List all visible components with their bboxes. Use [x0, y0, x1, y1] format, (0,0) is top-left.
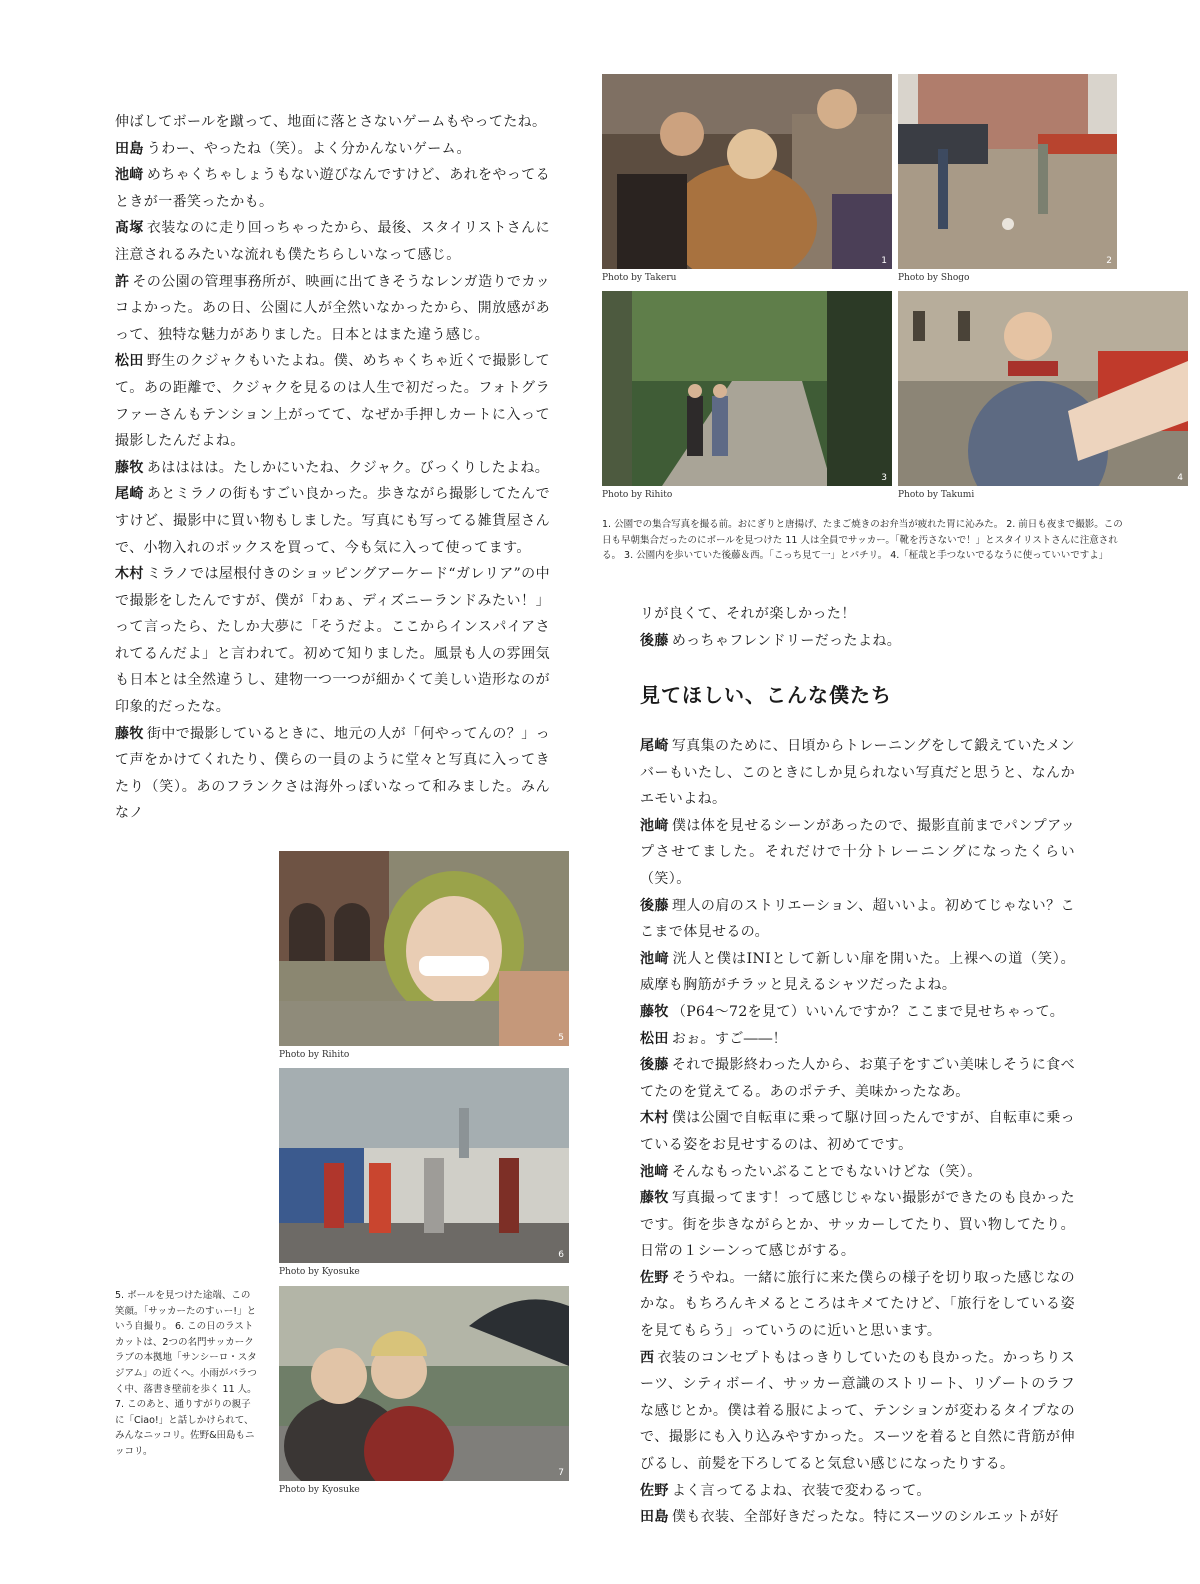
- photo-number: 1: [881, 256, 887, 266]
- right-paragraphs: [640, 733, 1075, 1531]
- interview-paragraph: [640, 628, 1075, 655]
- interview-paragraph: [115, 721, 550, 827]
- interview-paragraph: [640, 1105, 1075, 1158]
- speaker-name: 松田: [640, 1030, 669, 1047]
- caption-top: 1. 公園での集合写真を撮る前。おにぎりと唐揚げ、たまご焼きのお弁当が疲れた胃に沁みた。 2. 前日も夜まで撮影。この日も早朝集合だったのにボールを見つけた 11 人は全員でサッカー。「靴を汚さないで！」とスタイリストさんに注意される。 3. 公園内を歩いていた後藤＆西。「こっち見て一」とパチリ。 4.「柾哉と手つないでるなうに使っていいですよ」: [602, 519, 1123, 562]
- speaker-name: 許: [115, 273, 130, 290]
- interview-paragraph: [640, 1159, 1075, 1186]
- speaker-name: 西: [640, 1349, 655, 1366]
- speaker-name: 木村: [115, 566, 144, 583]
- photo-credit: Photo by Rihito: [602, 490, 673, 500]
- speech-text: 伸ばしてボールを蹴って、地面に落とさないゲームもやってたね。: [115, 114, 547, 130]
- interview-paragraph: [640, 1185, 1075, 1265]
- speech-text: リが良くて、それが楽しかった！: [640, 606, 856, 622]
- right-text-column: [640, 601, 1075, 654]
- speech-text: めっちゃフレンドリーだったよね。: [671, 632, 902, 649]
- speaker-name: 後藤: [640, 632, 669, 649]
- speaker-name: 田島: [640, 1509, 669, 1526]
- caption-bottom: 5. ボールを見つけた途端、この笑顔。「サッカーたのすぃー!」という自撮り。 6. この日のラストカットは、2つの名門サッカークラブの本拠地「サンシーロ・スタジアム」の近くへ。小雨がパラつく中、落書き壁前を歩く 11 人。 7. このあと、通りすがりの親子に「Ciao!」と話しかけられて、みんなニッコリ。佐野&田島もニッコリ。: [115, 1290, 257, 1457]
- photo-credit: Photo by Takumi: [898, 490, 975, 500]
- interview-paragraph: [640, 813, 1075, 893]
- speaker-name: 松田: [115, 353, 144, 370]
- interview-paragraph: [115, 455, 550, 482]
- interview-paragraph: [115, 269, 550, 349]
- speaker-name: 佐野: [640, 1269, 669, 1286]
- speech-text: 衣装のコンセプトもはっきりしていたのも良かった。かっちりスーツ、シティボーイ、サッカー意識のストリート、リゾートのラフな感じとか。僕は着る服によって、テンションが変わるタイプなので、撮影にも入り込みやすかった。スーツを着ると自然に背筋が伸びるし、前髪を下ろしてると気怠い感じになったりする。: [640, 1349, 1076, 1473]
- photo-credit: Photo by Rihito: [279, 1050, 350, 1060]
- speaker-name: 藤牧: [115, 725, 144, 742]
- interview-paragraph: [115, 561, 550, 721]
- speaker-name: 髙塚: [115, 220, 144, 237]
- photo-number: 4: [1177, 473, 1183, 483]
- photo-credit: Photo by Shogo: [898, 273, 970, 283]
- interview-paragraph: [640, 1478, 1075, 1505]
- speech-text: ミラノでは屋根付きのショッピングアーケード“ガレリア”の中で撮影をしたんですが、僕が「わぁ、ディズニーランドみたい！」って言ったら、たしか大夢に「そうだよ。ここからインスパイアされてるんだよ」と言われて。初めて知りました。風景も人の雰囲気も日本とは全然違うし、建物一つ一つが細かくて美しい造形なのが印象的だったな。: [115, 566, 550, 716]
- photo-number: 5: [558, 1033, 564, 1043]
- speaker-name: 藤牧: [640, 1190, 669, 1207]
- interview-paragraph: [115, 109, 550, 136]
- interview-paragraph: [640, 1052, 1075, 1105]
- speaker-name: 池﨑: [640, 950, 670, 967]
- speaker-name: 後藤: [640, 1057, 669, 1074]
- speaker-name: 木村: [640, 1110, 669, 1127]
- speaker-name: 池﨑: [640, 1163, 669, 1180]
- interview-paragraph: [115, 215, 550, 268]
- interview-paragraph: [640, 946, 1075, 999]
- speech-text: そうやね。一緒に旅行に来た僕らの様子を切り取った感じなのかな。もちろんキメるところはキメてたけど、「旅行をしている姿を見てもらう」っていうのに近いと思います。: [640, 1269, 1076, 1340]
- photo-4: [898, 291, 1188, 486]
- interview-paragraph: [115, 136, 550, 163]
- interview-paragraph: [115, 348, 550, 454]
- speaker-name: 藤牧: [115, 459, 144, 476]
- interview-paragraph: [640, 1504, 1075, 1531]
- right-text-column-main: [640, 733, 1075, 1531]
- left-text-column: [115, 109, 550, 827]
- speaker-name: 池﨑: [640, 817, 669, 834]
- interview-paragraph: [640, 999, 1075, 1026]
- speech-text: あとミラノの街もすごい良かった。歩きながら撮影してたんですけど、撮影中に買い物もしました。写真にも写ってる雑貨屋さんで、小物入れのボックスを買って、今も気に入って使ってます。: [115, 486, 550, 556]
- photo-number: 7: [558, 1468, 564, 1478]
- speech-text: 街中で撮影しているときに、地元の人が「何やってんの？」って声をかけてくれたり、僕らの一員のように堂々と写真に入ってきたり（笑）。あのフランクさは海外っぽいなって和みました。みんなノ: [115, 725, 551, 822]
- photo-number: 2: [1106, 256, 1112, 266]
- speech-text: うわー、やったね（笑）。よく分かんないゲーム。: [146, 140, 471, 157]
- photo-3: [602, 291, 892, 486]
- speech-text: （P64〜72を見て）いいんですか？ここまで見せちゃって。: [671, 1003, 1065, 1020]
- speaker-name: 後藤: [640, 897, 669, 914]
- speech-text: よく言ってるよね、衣装で変わるって。: [671, 1482, 931, 1499]
- photo-number: 3: [881, 473, 887, 483]
- photo-7: [279, 1286, 569, 1481]
- speaker-name: 池﨑: [115, 167, 144, 184]
- interview-paragraph: [640, 893, 1075, 946]
- speech-text: それで撮影終わった人から、お菓子をすごい美味しそうに食べてたのを覚えてる。あのポテチ、美味かったなあ。: [640, 1057, 1075, 1100]
- speech-text: 理人の肩のストリエーション、超いいよ。初めてじゃない？ここまで体見せるの。: [640, 897, 1075, 941]
- photo-credit: Photo by Takeru: [602, 273, 677, 283]
- left-paragraphs: [115, 109, 550, 827]
- speech-text: 僕も衣装、全部好きだったな。特にスーツのシルエットが好: [671, 1509, 1059, 1526]
- speech-text: 僕は体を見せるシーンがあったので、撮影直前までパンプアップさせてました。それだけで十分トレーニングになったくらい（笑）。: [640, 817, 1075, 887]
- interview-paragraph: [115, 162, 550, 215]
- photo-5: [279, 851, 569, 1046]
- interview-paragraph: [640, 1265, 1075, 1345]
- speech-text: 洸人と僕はINIとして新しい扉を開いた。上裸への道（笑）。威摩も胸筋がチラッと見えるシャツだったよね。: [640, 950, 1075, 994]
- speech-text: 写真集のために、日頃からトレーニングをして鍛えていたメンバーもいたし、このときにしか見られない写真だと思うと、なんかエモいよね。: [640, 738, 1075, 808]
- speech-text: 野生のクジャクもいたよね。僕、めちゃくちゃ近くで撮影してて。あの距離で、クジャクを見るのは人生で初だった。フォトグラファーさんもテンション上がってて、なぜか手押しカートに入って撮影したんだよね。: [115, 353, 550, 450]
- speaker-name: 尾崎: [115, 486, 144, 503]
- speech-text: 衣装なのに走り回っちゃったから、最後、スタイリストさんに注意されるみたいな流れも僕たちらしいなって感じ。: [115, 220, 550, 263]
- photo-6: [279, 1068, 569, 1263]
- speaker-name: 尾崎: [640, 738, 669, 754]
- interview-paragraph: [640, 1026, 1075, 1053]
- photo-number: 6: [558, 1250, 564, 1260]
- interview-paragraph: [640, 733, 1075, 813]
- speech-text: おぉ。すご――！: [671, 1030, 788, 1047]
- photo-2: [898, 74, 1117, 269]
- interview-paragraph: [115, 481, 550, 561]
- speech-text: その公園の管理事務所が、映画に出てきそうなレンガ造りでカッコよかった。あの日、公園に人が全然いなかったから、開放感があって、独特な魅力がありました。日本とはまた違う感じ。: [115, 273, 550, 343]
- speaker-name: 田島: [115, 140, 144, 157]
- speech-text: そんなもったいぶることでもないけどな（笑）。: [671, 1163, 982, 1180]
- interview-paragraph: [640, 1345, 1075, 1478]
- right-paragraphs-top: [640, 601, 1075, 654]
- speech-text: めちゃくちゃしょうもない遊びなんですけど、あれをやってるときが一番笑ったかも。: [115, 167, 551, 210]
- photo-1: [602, 74, 892, 269]
- speech-text: 僕は公園で自転車に乗って駆け回ったんですが、自転車に乗っている姿をお見せするのは、初めてです。: [640, 1110, 1076, 1153]
- photo-credit: Photo by Kyosuke: [279, 1485, 360, 1495]
- section-heading: 見てほしい、こんな僕たち: [640, 683, 892, 707]
- speaker-name: 佐野: [640, 1482, 669, 1499]
- photo-credit: Photo by Kyosuke: [279, 1267, 360, 1277]
- interview-paragraph: [640, 601, 1075, 628]
- speaker-name: 藤牧: [640, 1003, 669, 1020]
- speech-text: 写真撮ってます！って感じじゃない撮影ができたのも良かったです。街を歩きながらとか、サッカーしてたり、買い物してたり。日常の１シーンって感じがする。: [640, 1190, 1076, 1260]
- speech-text: あはははは。たしかにいたね、クジャク。びっくりしたよね。: [146, 459, 550, 476]
